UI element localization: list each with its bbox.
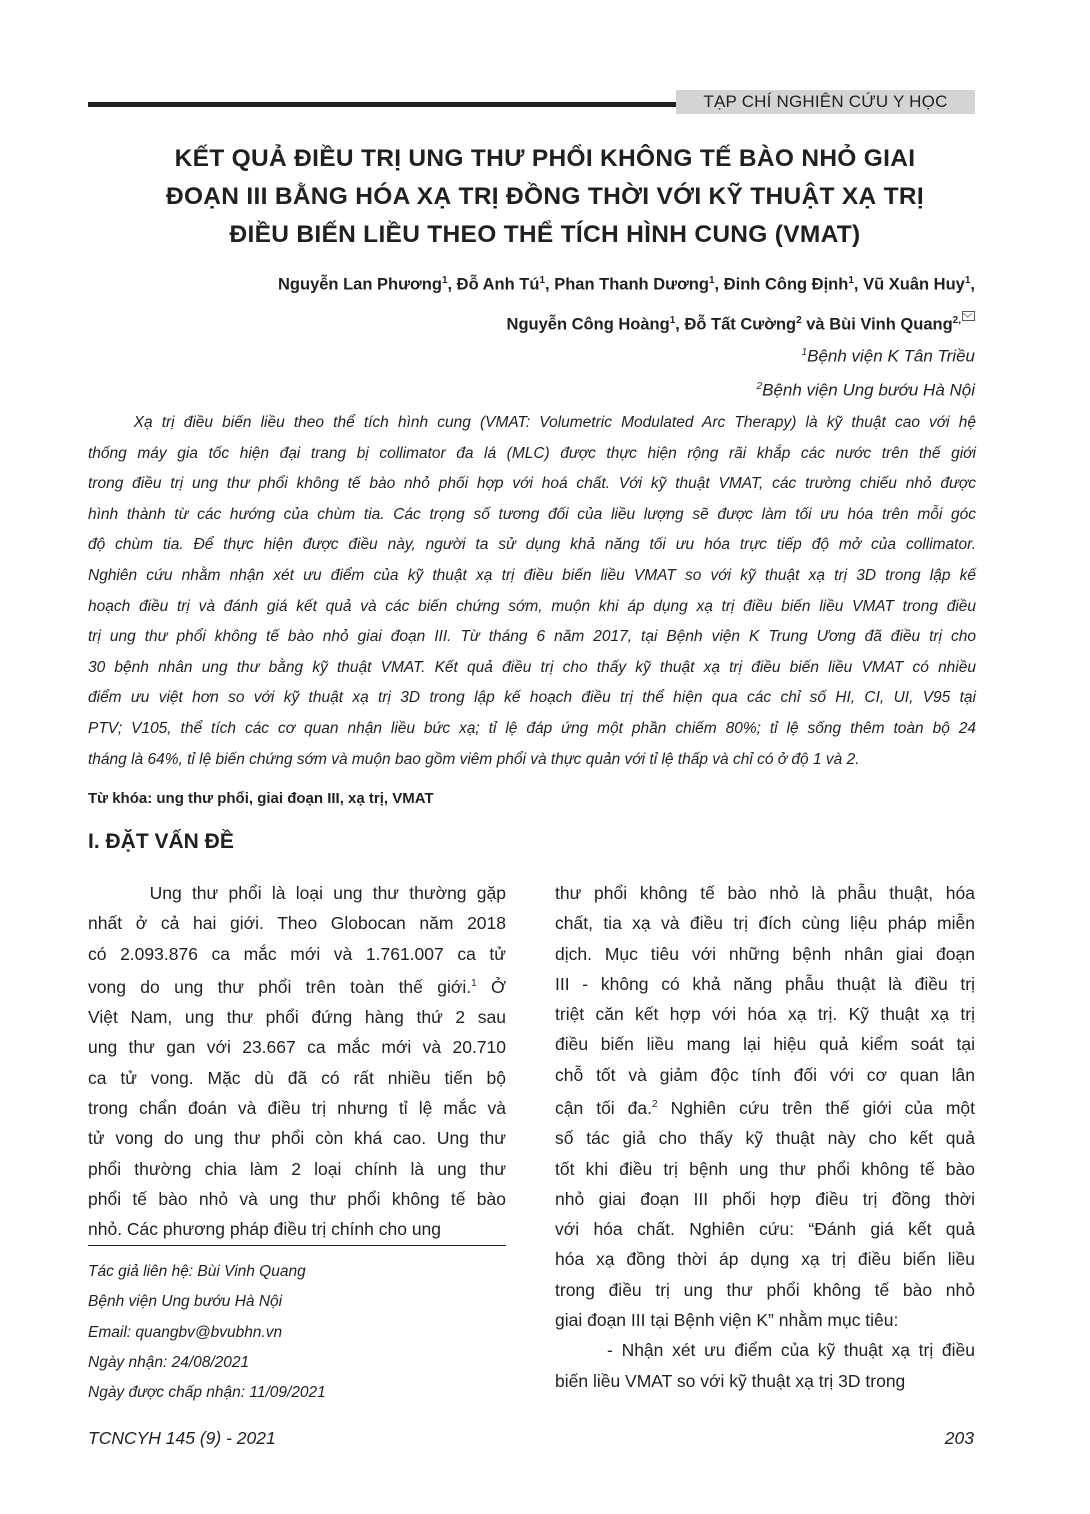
abstract-line: trị ung thư phổi không tế bào nhỏ giai đoạn III. Từ tháng 6 năm 2017, tại Bệnh viện K Trung Ương đã điều trị cho	[88, 628, 976, 646]
note-line: Bệnh viện Ung bướu Hà Nội	[88, 1293, 283, 1311]
body-line: cận tối đa.$^2$ Nghiên cứu trên thế giới của một	[555, 1097, 976, 1118]
footer-citation: TCNCYH 145 (9) - 2021	[88, 1428, 276, 1448]
abstract-line: Xạ trị điều biến liều theo thể tích hình cung (VMAT: Volumetric Modulated Arc Therapy) là kỹ thuật cao với hệ	[88, 414, 976, 431]
body-line: biến liều VMAT so với kỹ thuật xạ trị 3D trong	[555, 1370, 906, 1391]
body-line: số tác giả cho thấy kỹ thuật này cho kết quả	[555, 1128, 975, 1149]
author-list	[278, 263, 975, 342]
author-sep: ,	[545, 275, 555, 294]
note-line: Email: quangbv@bvubhn.vn	[88, 1323, 283, 1341]
left-column	[88, 878, 506, 1244]
body-line: nhỏ giai đoạn III phối hợp điều trị đồng thời	[555, 1188, 975, 1209]
title-line: KẾT QUẢ ĐIỀU TRỊ UNG THƯ PHỔI KHÔNG TẾ BÀO NHỎ GIAI	[174, 145, 916, 172]
right-column	[555, 878, 975, 1396]
affil-text: Bệnh viện K Tân Triều	[807, 346, 975, 366]
note-line: Ngày nhận: 24/08/2021	[88, 1353, 250, 1371]
section-heading: I. ĐẶT VẤN ĐỀ	[88, 830, 234, 853]
body-line: trong điều trị ung thư phổi không tế bào nhỏ	[555, 1279, 975, 1300]
author-sep: ,	[970, 275, 975, 294]
page-number: 203	[944, 1428, 974, 1448]
affiliations	[757, 338, 975, 405]
citation-sup: 1	[471, 977, 477, 989]
body-line: tử vong do ung thư phổi còn khá cao. Ung thư	[88, 1128, 506, 1149]
body-line: III - không có khả năng phẫu thuật là điều trị	[555, 973, 975, 994]
body-line: phổi thường chia làm 2 loại chính là ung thư	[88, 1158, 506, 1179]
author-line-2	[278, 303, 975, 343]
header-rule	[88, 102, 676, 107]
abstract-line: Nghiên cứu nhằm nhận xét ưu điểm của kỹ thuật xạ trị điều biến liều VMAT so với kỹ thuật xạ trị 3D trong lập kế	[88, 566, 976, 584]
body-line: trong chẩn đoán và điều trị nhưng tỉ lệ mắc và	[88, 1097, 506, 1118]
body-line: giai đoạn III tại Bệnh viện K” nhằm mục tiêu:	[555, 1309, 899, 1330]
author-sep: và	[801, 315, 830, 333]
body-line: với hóa chất. Nghiên cứu: “Đánh giá kết quả	[555, 1219, 975, 1240]
body-line: tốt khi điều trị bệnh ung thư phổi không tế bào	[555, 1158, 975, 1179]
body-line: điều biến liều mang lại hiệu quả kiểm soát tại	[555, 1034, 975, 1055]
footnote-rule	[88, 1245, 506, 1246]
abstract-line: thống máy gia tốc hiện đại trang bị collimator đa lá (MLC) được thực hiện rộng rãi khắp các nước trên thế giới	[88, 444, 976, 462]
author-affil-sup: 1	[669, 314, 676, 326]
abstract-line: độ chùm tia. Để thực hiện được điều này, người ta sử dụng khả năng tối ưu hóa trực tiếp độ mở của collimator.	[88, 536, 976, 554]
envelope-icon	[962, 311, 975, 321]
abstract-line: PTV; V105, thể tích các cơ quan nhận liều bức xạ; tỉ lệ đáp ứng một phần chiếm 80%; tỉ lệ sống thêm toàn bộ 24	[88, 719, 976, 737]
author-affil-sup: 1	[964, 275, 971, 286]
body-line: triệt căn kết hợp với hóa xạ trị. Kỹ thuật xạ trị	[555, 1004, 975, 1025]
note-line: Ngày được chấp nhận: 11/09/2021	[88, 1384, 326, 1402]
body-line: nhất ở cả hai giới. Theo Globocan năm 2018	[88, 913, 506, 934]
author-name: Vũ Xuân Huy	[863, 275, 965, 294]
abstract	[88, 408, 976, 775]
author-affil-sup: 1	[539, 275, 546, 286]
title-line: ĐOẠN III BẰNG HÓA XẠ TRỊ ĐỒNG THỜI VỚI KỸ THUẬT XẠ TRỊ	[165, 183, 925, 210]
author-affil-sup: 1	[441, 275, 448, 286]
body-line: chỗ tốt và giảm độc tính đối với cơ quan lân	[555, 1064, 975, 1085]
affil-text: Bệnh viện Ung bướu Hà Nội	[762, 380, 975, 400]
title-line: ĐIỀU BIẾN LIỀU THEO THỂ TÍCH HÌNH CUNG (VMAT)	[229, 221, 861, 248]
abstract-line: tháng là 64%, tỉ lệ biến chứng sớm và muộn bao gồm viêm phổi và thực quản với tỉ lệ thấp và chỉ có ở độ 1 và 2.	[88, 750, 860, 768]
body-line: chất, tia xạ và điều trị đích cùng liệu pháp miễn	[555, 913, 975, 934]
author-affil-sup: 1	[708, 275, 715, 286]
author-sep: ,	[853, 275, 864, 294]
abstract-line: hình thành từ các hướng của chùm tia. Các trọng số tương đối của liều lượng sẽ được làm tối ưu hóa trên mỗi góc	[88, 505, 976, 523]
note-line: Tác giả liên hệ: Bùi Vinh Quang	[88, 1263, 306, 1280]
affiliation-2	[757, 372, 975, 406]
affil-sup: 2	[756, 380, 763, 392]
affiliation-1	[757, 338, 975, 372]
author-line-1	[278, 263, 975, 303]
author-affil-sup: 2	[796, 314, 802, 326]
affil-sup: 1	[801, 347, 808, 358]
body-line: hóa xạ đồng thời áp dụng xạ trị điều biến liều	[555, 1249, 975, 1270]
abstract-line: điểm ưu việt hơn so với kỹ thuật xạ trị 3D trong lập kế hoạch điều trị thể hiện qua các chỉ số HI, CI, UI, V95 tại	[88, 689, 976, 707]
keywords: Từ khóa: ung thư phổi, giai đoạn III, xạ trị, VMAT	[88, 790, 434, 807]
author-affil-sup: 1	[848, 275, 854, 286]
author-name: Nguyễn Công Hoàng	[506, 315, 670, 333]
author-name: Nguyễn Lan Phương	[278, 275, 442, 294]
author-sep: ,	[447, 275, 457, 294]
body-line: thư phổi không tế bào nhỏ là phẫu thuật, hóa	[555, 883, 975, 903]
author-name: Bùi Vinh Quang	[829, 315, 953, 333]
body-line: ca tử vong. Mặc dù đã có rất nhiều tiến bộ	[88, 1067, 506, 1088]
author-name: Đỗ Tất Cường	[684, 315, 797, 333]
body-line: nhỏ. Các phương pháp điều trị chính cho ung	[88, 1219, 442, 1240]
journal-name: TẠP CHÍ NGHIÊN CỨU Y HỌC	[676, 90, 975, 114]
body-line: Việt Nam, ung thư phổi đứng hàng thứ 2 sau	[88, 1007, 506, 1028]
body-line: dịch. Mục tiêu với những bệnh nhân giai đoạn	[555, 943, 975, 964]
body-line: ung thư gan với 23.667 ca mắc mới và 20.710	[88, 1037, 506, 1058]
body-line: phổi tế bào nhỏ và ung thư phổi không tế bào	[88, 1188, 506, 1209]
author-name: Đinh Công Định	[723, 275, 849, 294]
author-sep: ,	[714, 275, 724, 294]
body-line: Ung thư phổi là loại ung thư thường gặp	[88, 883, 506, 903]
body-line: có 2.093.876 ca mắc mới và 1.761.007 ca tử	[88, 943, 506, 964]
abstract-line: trong điều trị ung thư phổi không tế bào nhỏ phối hợp với hoá chất. Với kỹ thuật VMAT, các trường chiếu nhỏ được	[88, 475, 976, 493]
author-name: Phan Thanh Dương	[554, 275, 709, 294]
abstract-line: 30 bệnh nhân ung thư bằng kỹ thuật VMAT. Kết quả điều trị cho thấy kỹ thuật xạ trị điều biến liều VMAT có nhiều	[88, 658, 976, 676]
author-affil-sup: 2,	[952, 314, 961, 326]
body-line: - Nhận xét ưu điểm của kỹ thuật xạ trị điều	[555, 1340, 975, 1361]
abstract-line: hoạch điều trị và đánh giá kết quả và các biến chứng sớm, muộn khi áp dụng xạ trị điều biến liều VMAT trong điều	[88, 597, 976, 615]
author-name: Đỗ Anh Tú	[456, 275, 540, 294]
article-title	[80, 140, 1010, 254]
correspondence-notes	[88, 1257, 326, 1408]
body-line: vong do ung thư phổi trên toàn thế giới.$^1$ Ở	[88, 976, 506, 997]
citation-sup: 2	[652, 1099, 658, 1111]
author-sep: ,	[675, 315, 685, 333]
